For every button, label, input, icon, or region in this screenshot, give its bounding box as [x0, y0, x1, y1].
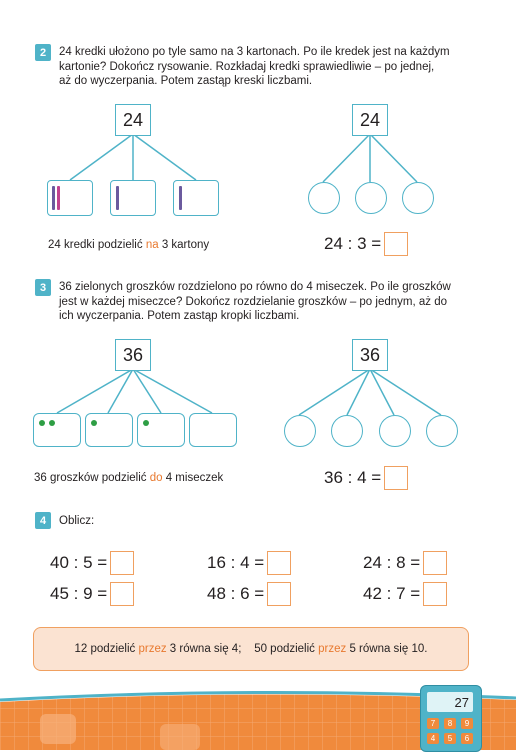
- note-text: 3 równa się 4;: [169, 643, 242, 655]
- crayon-purple: [116, 186, 119, 210]
- answer-box[interactable]: [267, 551, 291, 575]
- task-3-equation: [324, 466, 408, 490]
- group-circle-2[interactable]: [355, 182, 387, 214]
- crayon-pink: [57, 186, 60, 210]
- task-3-text: [59, 280, 479, 324]
- task-4-equation-1: [50, 551, 134, 575]
- task-3-right-total: 36: [352, 339, 388, 371]
- equation-text: 48 : 6 =: [207, 584, 265, 603]
- answer-box[interactable]: [384, 466, 408, 490]
- equation-text: 24 : 3 =: [324, 234, 382, 253]
- answer-box[interactable]: [423, 551, 447, 575]
- task-3-left-total: 36: [115, 339, 151, 371]
- caption-text: 3 kartony: [161, 239, 210, 251]
- task-2-left-total: 24: [115, 104, 151, 136]
- task-3-caption: [34, 472, 223, 484]
- crayon-purple: [52, 186, 55, 210]
- pea: [49, 420, 55, 426]
- equation-text: 45 : 9 =: [50, 584, 108, 603]
- equation-text: 36 : 4 =: [324, 468, 382, 487]
- caption-text: 4 miseczek: [165, 472, 224, 484]
- group-circle-1[interactable]: [284, 415, 316, 447]
- calculator-display: 27: [427, 692, 473, 712]
- answer-box[interactable]: [423, 582, 447, 606]
- pea: [143, 420, 149, 426]
- calc-key: 4: [427, 733, 439, 744]
- calc-key: 8: [444, 718, 456, 729]
- task-2-line-2: kartonie? Dokończ rysowanie. Rozkładaj kredki sprawiedliwie – po jednej,: [59, 60, 435, 73]
- group-circle-3[interactable]: [379, 415, 411, 447]
- carton-2[interactable]: [110, 180, 156, 216]
- answer-box[interactable]: [267, 582, 291, 606]
- division-note: [33, 627, 469, 671]
- task-2-right-total: 24: [352, 104, 388, 136]
- caption-text: 24 kredki podzielić: [48, 239, 143, 251]
- task-4-instruction: Oblicz:: [59, 515, 95, 527]
- note-text: 12 podzielić: [74, 643, 136, 655]
- equation-text: 24 : 8 =: [363, 553, 421, 572]
- pea: [91, 420, 97, 426]
- note-text: 50 podzielić: [254, 643, 315, 655]
- bowl-3[interactable]: [137, 413, 185, 447]
- task-3-badge: 3: [35, 279, 51, 296]
- bowl-1[interactable]: [33, 413, 81, 447]
- task-4-badge: 4: [35, 512, 51, 529]
- calc-key: 6: [461, 733, 473, 744]
- task-2-caption: [48, 239, 209, 251]
- group-circle-4[interactable]: [426, 415, 458, 447]
- task-3-line-1: 36 zielonych groszków rozdzielono po równo do 4 miseczek. Po ile groszków: [59, 281, 451, 293]
- calculator-icon: [420, 685, 482, 752]
- calc-key: 5: [444, 733, 456, 744]
- task-4-equation-5: [207, 582, 291, 606]
- equation-text: 16 : 4 =: [207, 553, 265, 572]
- note-keyword: przez: [138, 643, 167, 655]
- pea: [39, 420, 45, 426]
- task-2-equation: [324, 232, 408, 256]
- task-4-equation-6: [363, 582, 447, 606]
- note-text: 5 równa się 10.: [349, 643, 428, 655]
- task-2-badge: 2: [35, 44, 51, 61]
- task-4-equation-3: [363, 551, 447, 575]
- equation-text: 42 : 7 =: [363, 584, 421, 603]
- caption-keyword: do: [149, 472, 163, 484]
- note-keyword: przez: [318, 643, 347, 655]
- caption-text: 36 groszków podzielić: [34, 472, 147, 484]
- task-4-equation-2: [207, 551, 291, 575]
- calc-key: 9: [461, 718, 473, 729]
- task-3-line-3: ich wyczerpania. Potem zastąp kropki liczbami.: [59, 310, 300, 322]
- carton-3[interactable]: [173, 180, 219, 216]
- group-circle-2[interactable]: [331, 415, 363, 447]
- answer-box[interactable]: [110, 551, 134, 575]
- task-2-line-1: 24 kredki ułożono po tyle samo na 3 kartonach. Po ile kredek jest na każdym: [59, 46, 450, 58]
- carton-1[interactable]: [47, 180, 93, 216]
- crayon-purple: [179, 186, 182, 210]
- bowl-2[interactable]: [85, 413, 133, 447]
- caption-keyword: na: [145, 239, 159, 251]
- group-circle-1[interactable]: [308, 182, 340, 214]
- task-2-line-3: aż do wyczerpania. Potem zastąp kreski liczbami.: [59, 75, 313, 87]
- bowl-4[interactable]: [189, 413, 237, 447]
- task-4-equation-4: [50, 582, 134, 606]
- answer-box[interactable]: [110, 582, 134, 606]
- group-circle-3[interactable]: [402, 182, 434, 214]
- calc-key: 7: [427, 718, 439, 729]
- answer-box[interactable]: [384, 232, 408, 256]
- equation-text: 40 : 5 =: [50, 553, 108, 572]
- task-3-line-2: jest w każdej miseczce? Dokończ rozdzielanie groszków – po jednym, aż do: [59, 295, 447, 308]
